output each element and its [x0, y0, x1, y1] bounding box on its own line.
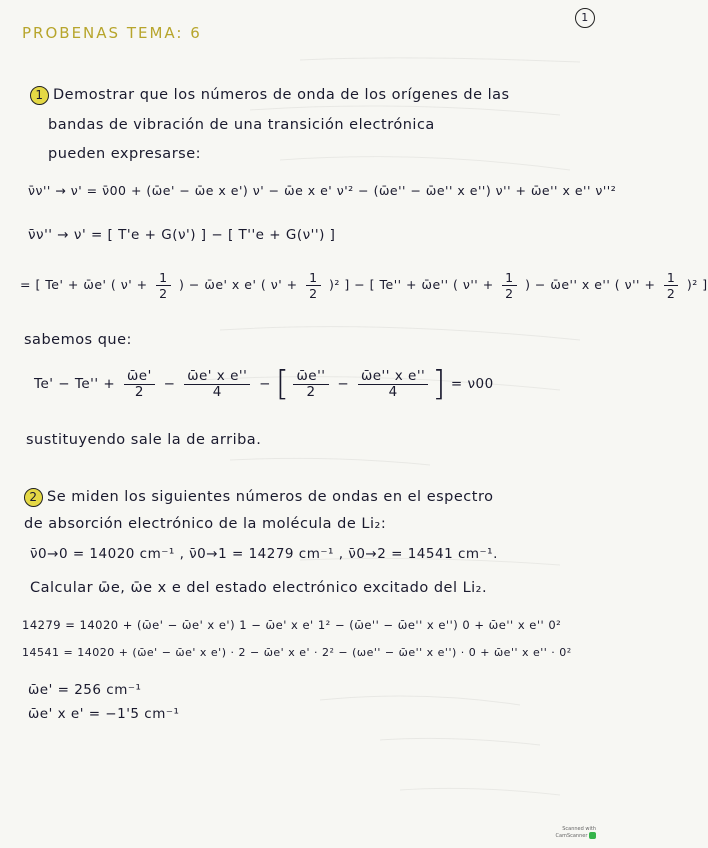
eq3-part-b: ) − ω̄e' x e' ( ν' +: [174, 277, 303, 292]
eq3-part-c: )² ] − [ Te'' + ω̄e'' ( ν'' +: [324, 277, 499, 292]
equation-nu00: Te' − Te'' + $\frac{\omegāe'}{2}$ − $\frac{\text{ω̄e' x e''}}{4}$ − [ $\frac{\omegāe''}{2}$ − $\frac{\text{ω̄e'' x e''}}{4}$ ] = ν00: [34, 364, 494, 404]
camscanner-watermark: [554, 826, 596, 842]
problem1-statement-3: pueden expresarse:: [48, 146, 202, 162]
problem1-line1: [30, 86, 510, 105]
fraction-we-prime-over-2: $\frac{\omegāe'}{2}$: [124, 369, 155, 400]
measured-wavenumbers: ν̄0→0 = 14020 cm⁻¹ , ν̄0→1 = 14279 cm⁻¹ , ν̄0→2 = 14541 cm⁻¹.: [30, 546, 498, 562]
problem2-statement-1: Se miden los siguientes números de ondas en el espectro: [47, 489, 494, 505]
page-number-badge: 1: [575, 8, 595, 28]
problem1-statement-1: Demostrar que los números de onda de los orígenes de las: [53, 87, 510, 103]
eq3-part-a: = [ Te' + ω̄e' ( ν' +: [20, 277, 153, 292]
result-wexe-prime: ω̄e' x e' = −1'5 cm⁻¹: [28, 706, 180, 722]
problem-number-badge: 2: [24, 488, 43, 507]
equation-term-difference: ν̄ν'' → ν' = [ T'e + G(ν') ] − [ T''e + G(ν'') ]: [28, 227, 336, 243]
fraction-wexe-over-4: $\frac{\text{ω̄e' x e''}}{4}$: [184, 369, 250, 400]
page-title: PROBENAS TEMA: 6: [22, 24, 202, 42]
problem1-statement-2: bandas de vibración de una transición electrónica: [48, 117, 435, 133]
camscanner-logo-icon: [589, 832, 596, 839]
fraction-we-double-prime-xe-over-4: $\frac{\text{ω̄e'' x e''}}{4}$: [358, 369, 428, 400]
fraction-half: $\frac{1}{2}$: [664, 270, 678, 301]
calculation-line-1: 14279 = 14020 + (ω̄e' − ω̄e' x e') 1 − ω̄e' x e' 1² − (ω̄e'' − ω̄e'' x e'') 0 + ω̄e'' x e'' 0²: [22, 618, 562, 632]
result-we-prime: ω̄e' = 256 cm⁻¹: [28, 682, 142, 698]
sabemos-que-label: sabemos que:: [24, 332, 132, 348]
eq3-part-e: )² ]: [682, 277, 708, 292]
problem2-question: Calcular ω̄e, ω̄e x e del estado electrónico excitado del Li₂.: [30, 580, 488, 596]
fraction-we-double-prime-over-2: $\frac{\omegāe''}{2}$: [293, 369, 328, 400]
equation-origin-bands: ν̄ν'' → ν' = ν̄00 + (ω̄e' − ω̄e x e') ν' − ω̄e x e' ν'² − (ω̄e'' − ω̄e'' x e'') ν'' + ω̄e'' x e'' ν''²: [28, 183, 617, 198]
fraction-half: $\frac{1}{2}$: [306, 270, 320, 301]
problem2-line1: [24, 488, 493, 507]
problem-number-badge: 1: [30, 86, 49, 105]
problem2-statement-2: de absorción electrónico de la molécula de Li₂:: [24, 516, 387, 532]
equation-expanded: [20, 270, 708, 301]
fraction-half: $\frac{1}{2}$: [502, 270, 516, 301]
calculation-line-2: 14541 = 14020 + (ω̄e' − ω̄e' x e') · 2 − ω̄e' x e' · 2² − (ωe'' − ω̄e'' x e'') · 0 + ω̄e'' x e'' · 0²: [22, 646, 572, 659]
eq3-part-d: ) − ω̄e'' x e'' ( ν'' +: [520, 277, 660, 292]
fraction-half: $\frac{1}{2}$: [156, 270, 170, 301]
conclusion-text: sustituyendo sale la de arriba.: [26, 432, 262, 448]
camscanner-text: Scanned with CamScanner: [555, 826, 596, 839]
